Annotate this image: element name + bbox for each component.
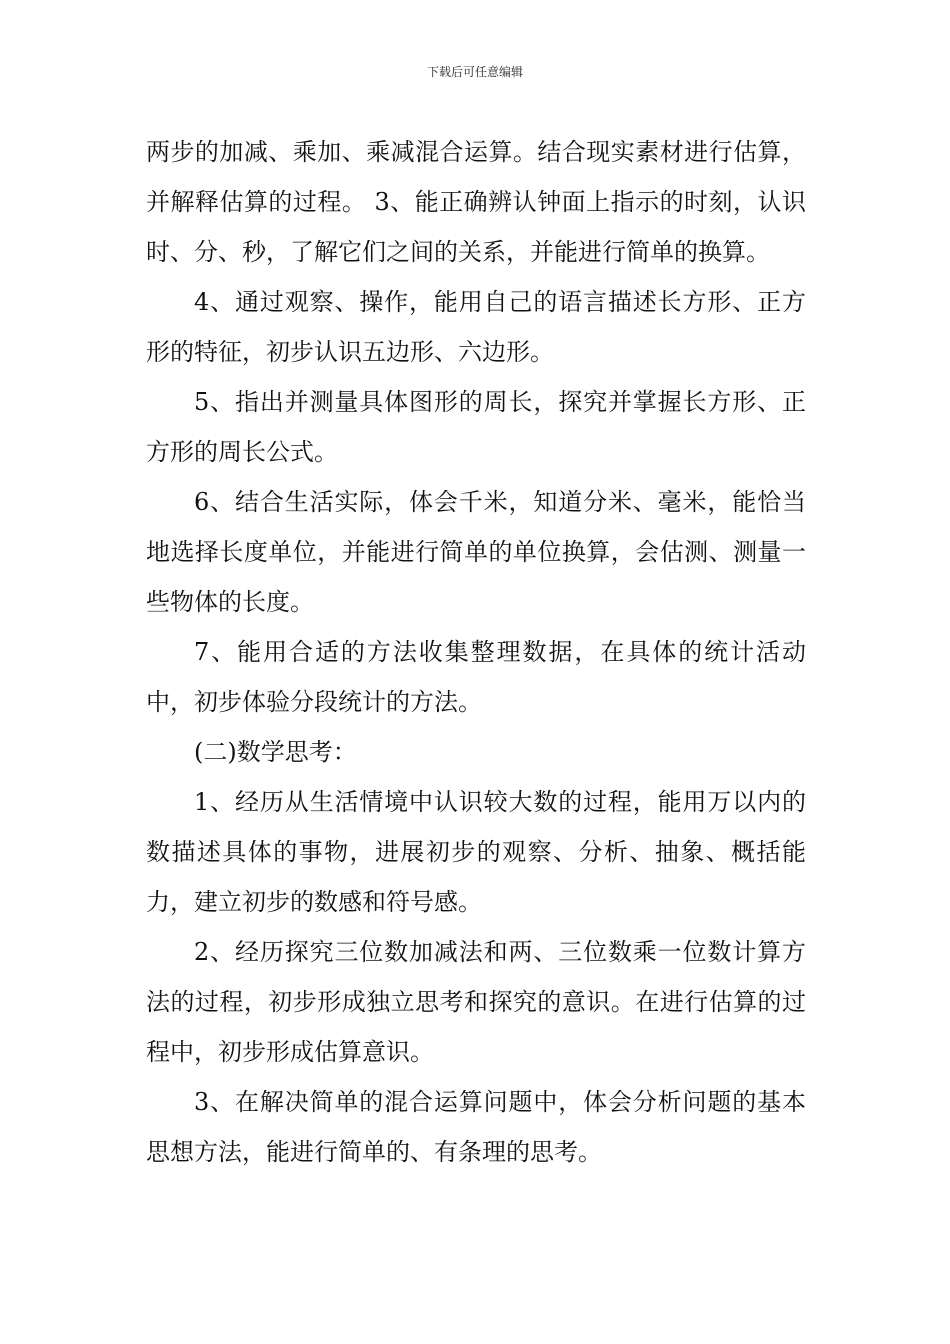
paragraph-item-7: 7、能用合适的方法收集整理数据，在具体的统计活动中，初步体验分段统计的方法。	[146, 638, 806, 716]
paragraph-thinking-1: 1、经历从生活情境中认识较大数的过程，能用万以内的数描述具体的事物，进展初步的观察、分析、抽象、概括能力，建立初步的数感和符号感。	[146, 788, 806, 916]
paragraph-thinking-3: 3、在解决简单的混合运算问题中，体会分析问题的基本思想方法，能进行简单的、有条理的思考。	[146, 1088, 806, 1166]
paragraph-item-6: 6、结合生活实际，体会千米，知道分米、毫米，能恰当地选择长度单位，并能进行简单的单位换算，会估测、测量一些物体的长度。	[146, 488, 806, 616]
document-body	[146, 127, 806, 1177]
paragraph-item-4: 4、通过观察、操作，能用自己的语言描述长方形、正方形的特征，初步认识五边形、六边形。	[146, 288, 806, 366]
section-heading: (二)数学思考：	[194, 738, 357, 766]
page-header: 下载后可任意编辑	[426, 65, 523, 79]
paragraph-continued: 两步的加减、乘加、乘减混合运算。结合现实素材进行估算，并解释估算的过程。 3、能正确辨认钟面上指示的时刻，认识时、分、秒，了解它们之间的关系，并能进行简单的换算。	[146, 138, 806, 266]
paragraph-item-5: 5、指出并测量具体图形的周长，探究并掌握长方形、正方形的周长公式。	[146, 388, 806, 466]
paragraph-thinking-2: 2、经历探究三位数加减法和两、三位数乘一位数计算方法的过程，初步形成独立思考和探究的意识。在进行估算的过程中，初步形成估算意识。	[146, 938, 806, 1066]
